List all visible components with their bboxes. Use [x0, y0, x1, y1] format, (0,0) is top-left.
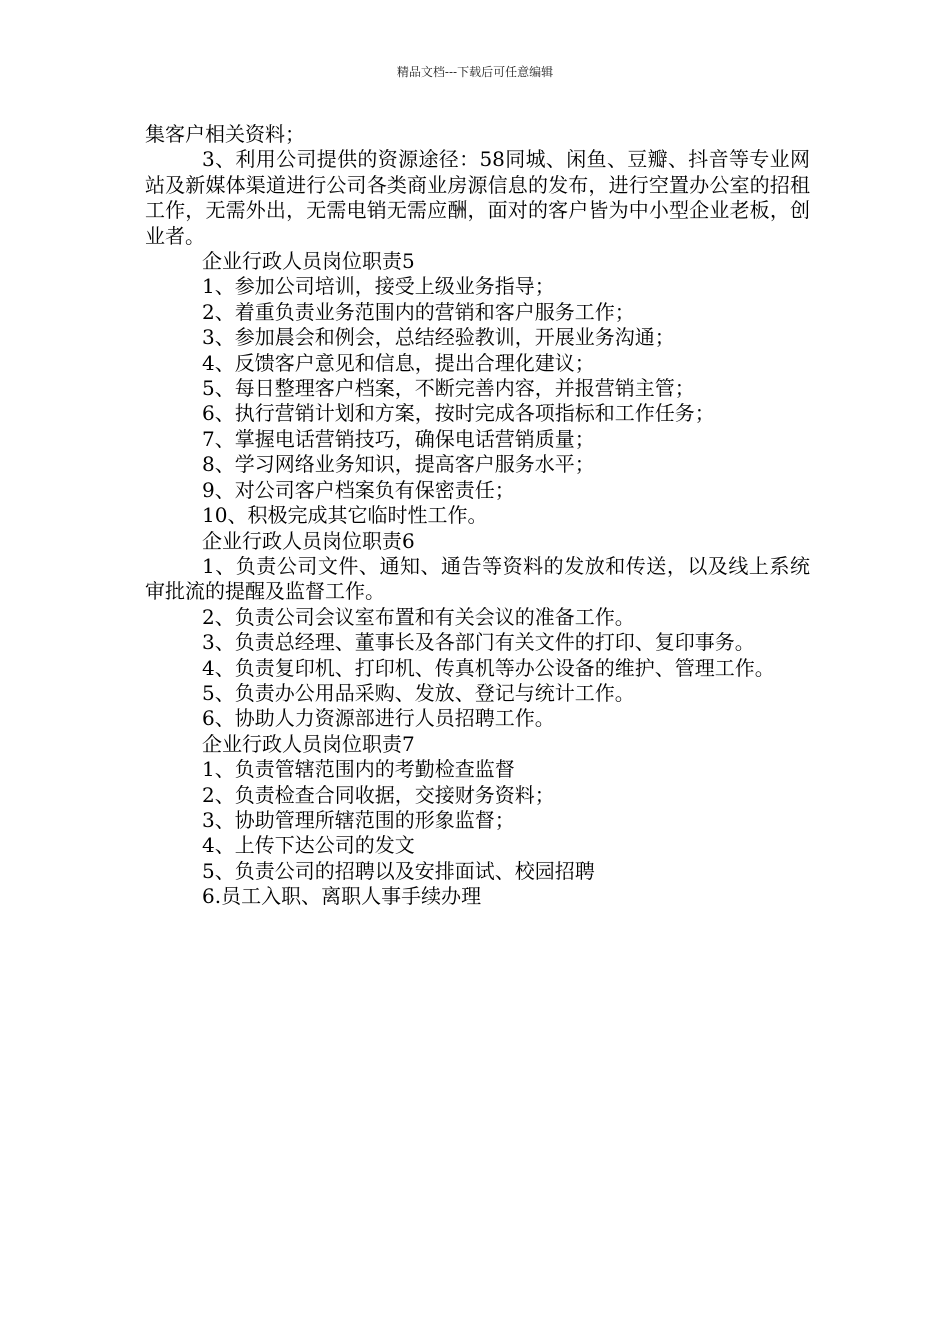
list-item: 10、积极完成其它临时性工作。	[202, 503, 488, 528]
list-item: 7、掌握电话营销技巧，确保电话营销质量；	[202, 426, 595, 451]
paragraph: 3、利用公司提供的资源途径：58同城、闲鱼、豆瓣、抖音等专业网站及新媒体渠道进行公司各类商业房源信息的发布，进行空置办公室的招租工作，无需外出，无需电销无需应酬，面对的客户皆为中小型企业老板，创业者。	[145, 147, 810, 248]
list-item: 5、每日整理客户档案，不断完善内容，并报营销主管；	[202, 376, 695, 401]
section-heading: 企业行政人员岗位职责5	[202, 249, 415, 274]
list-item: 6.员工入职、离职人事手续办理	[202, 884, 482, 909]
list-item: 1、负责公司文件、通知、通告等资料的发放和传送，以及线上系统审批流的提醒及监督工作。	[145, 553, 810, 604]
list-item: 4、上传下达公司的发文	[202, 833, 415, 858]
list-item: 9、对公司客户档案负有保密责任；	[202, 477, 515, 502]
list-item: 4、反馈客户意见和信息，提出合理化建议；	[202, 350, 595, 375]
list-item: 3、协助管理所辖范围的形象监督；	[202, 807, 515, 832]
list-item: 6、协助人力资源部进行人员招聘工作。	[202, 706, 555, 731]
section-heading: 企业行政人员岗位职责7	[202, 731, 415, 756]
list-item: 3、负责总经理、董事长及各部门有关文件的打印、复印事务。	[202, 630, 755, 655]
list-item: 6、执行营销计划和方案，按时完成各项指标和工作任务；	[202, 401, 715, 426]
list-item: 2、负责公司会议室布置和有关会议的准备工作。	[202, 604, 635, 629]
list-item: 8、学习网络业务知识，提高客户服务水平；	[202, 452, 595, 477]
list-item: 5、负责办公用品采购、发放、登记与统计工作。	[202, 680, 635, 705]
page-header: 精品文档---下载后可任意编辑	[396, 65, 554, 79]
document-body	[145, 122, 810, 910]
section-heading: 企业行政人员岗位职责6	[202, 528, 415, 553]
list-item: 2、着重负责业务范围内的营销和客户服务工作；	[202, 299, 635, 324]
list-item: 4、负责复印机、打印机、传真机等办公设备的维护、管理工作。	[202, 655, 775, 680]
list-item: 3、参加晨会和例会，总结经验教训，开展业务沟通；	[202, 325, 675, 350]
list-item: 1、负责管辖范围内的考勤检查监督	[202, 757, 515, 782]
list-item: 5、负责公司的招聘以及安排面试、校园招聘	[202, 858, 595, 883]
list-item: 1、参加公司培训，接受上级业务指导；	[202, 274, 555, 299]
paragraph: 集客户相关资料；	[145, 122, 305, 146]
list-item: 2、负责检查合同收据，交接财务资料；	[202, 782, 555, 807]
